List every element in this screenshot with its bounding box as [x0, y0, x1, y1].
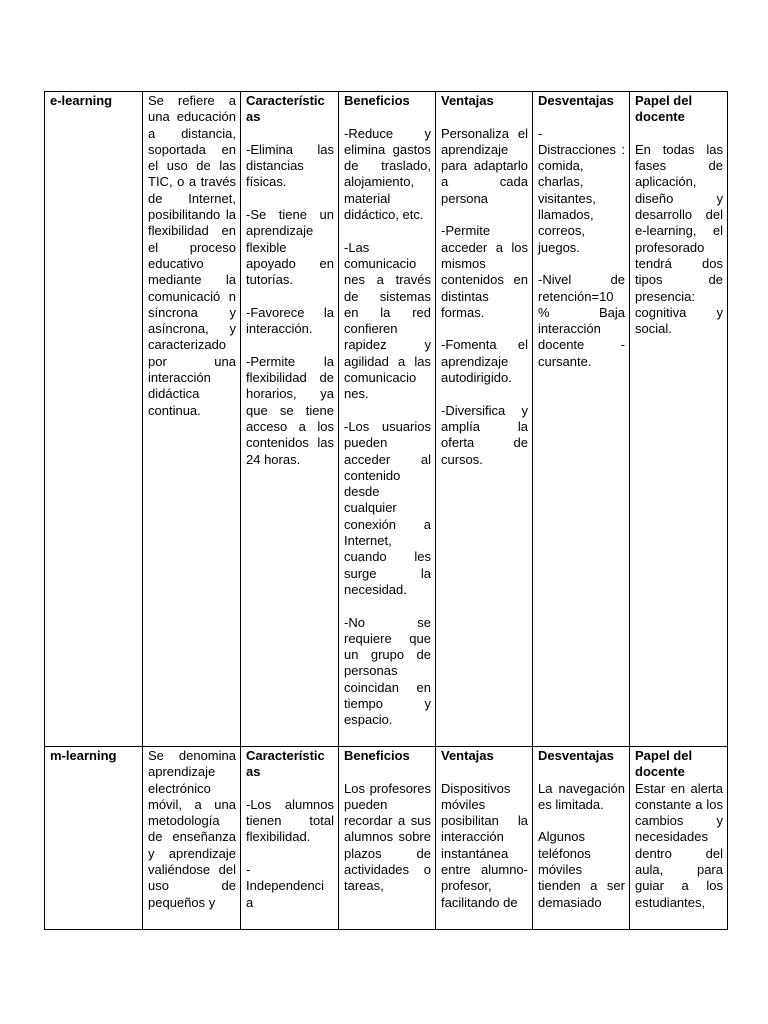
docente-cell: [630, 92, 728, 747]
document-page: [44, 91, 728, 930]
definition-cell: [143, 92, 241, 747]
table-row-m-learning: [45, 747, 728, 931]
ventajas-header: Ventajas: [441, 748, 494, 763]
caracteristicas-header: Característic as: [246, 93, 325, 125]
docente-header: Papel del docente: [635, 748, 693, 780]
definition-cell: [143, 747, 241, 931]
desventajas-cell: [533, 747, 630, 931]
ventajas-cell: [436, 747, 533, 931]
docente-text: Estar en alerta constante a los cambios y necesidades dentro del aula, para guiar a los estudiantes,: [635, 780, 723, 910]
ventajas-cell: [436, 92, 533, 747]
beneficios-text: -Reduce y elimina gastos de traslado, alojamiento, material didáctico, etc. -Las comunicacio nes a través de sistemas en la red confieren rapidez y agilidad a las comunicacio nes. -Los usuarios pueden acceder al contenido desde cualquier conexión a Internet, cuando les surge la necesidad. -No se requiere que un grupo de personas coincidan en tiempo y espacio.: [344, 125, 431, 728]
desventajas-text: La navegación es limitada. Algunos teléfonos móviles tienden a ser demasiado: [538, 780, 625, 910]
beneficios-header: Beneficios: [344, 748, 410, 763]
table-row-e-learning: [45, 92, 728, 747]
row-label: m-learning: [50, 748, 117, 763]
definition-text: Se refiere a una educación a distancia, soportada en el uso de las TIC, o a través de Internet, posibilitando la flexibilidad en el proceso educativo mediante la comunicació n síncrona y asíncrona, y caracterizado por una interacción didáctica continua.: [148, 93, 236, 418]
row-label-cell: [45, 747, 143, 931]
definition-text: Se denomina aprendizaje electrónico móvil, a una metodología de enseñanza y aprendizaje valiéndose del uso de pequeños y: [148, 748, 236, 910]
ventajas-text: Personaliza el aprendizaje para adaptarlo a cada persona -Permite acceder a los mismos contenidos en distintas formas. -Fomenta el aprendizaje autodirigido. -Diversifica y amplía la oferta de cursos.: [441, 125, 528, 467]
caracteristicas-text: -Elimina las distancias físicas. -Se tiene un aprendizaje flexible apoyado en tutorías. -Favorece la interacción. -Permite la flexibilidad de horarios, ya que se tiene acceso a los contenidos las 24 horas.: [246, 141, 334, 467]
caracteristicas-header: Característic as: [246, 748, 325, 780]
beneficios-header: Beneficios: [344, 93, 410, 108]
beneficios-cell: [339, 747, 436, 931]
docente-text: En todas las fases de aplicación, diseño y desarrollo del e-learning, el profesorado tendrá dos tipos de presencia: cognitiva y social.: [635, 141, 723, 337]
docente-cell: [630, 747, 728, 931]
comparison-table: [44, 91, 728, 930]
docente-header: Papel del docente: [635, 93, 693, 125]
beneficios-text: Los profesores pueden recordar a sus alumnos sobre plazos de actividades o tareas,: [344, 780, 431, 894]
beneficios-cell: [339, 92, 436, 747]
desventajas-cell: [533, 92, 630, 747]
desventajas-header: Desventajas: [538, 748, 614, 763]
caracteristicas-cell: [241, 747, 339, 931]
caracteristicas-text: -Los alumnos tienen total flexibilidad. - Independenci a: [246, 796, 334, 910]
row-label-cell: [45, 92, 143, 747]
caracteristicas-cell: [241, 92, 339, 747]
ventajas-text: Dispositivos móviles posibilitan la interacción instantánea entre alumno- profesor, facilitando de: [441, 780, 528, 910]
desventajas-text: - Distracciones : comida, charlas, visitantes, llamados, correos, juegos. -Nivel de retención=10 % Baja interacción docente - cursante.: [538, 125, 625, 369]
row-label: e-learning: [50, 93, 113, 108]
desventajas-header: Desventajas: [538, 93, 614, 108]
ventajas-header: Ventajas: [441, 93, 494, 108]
